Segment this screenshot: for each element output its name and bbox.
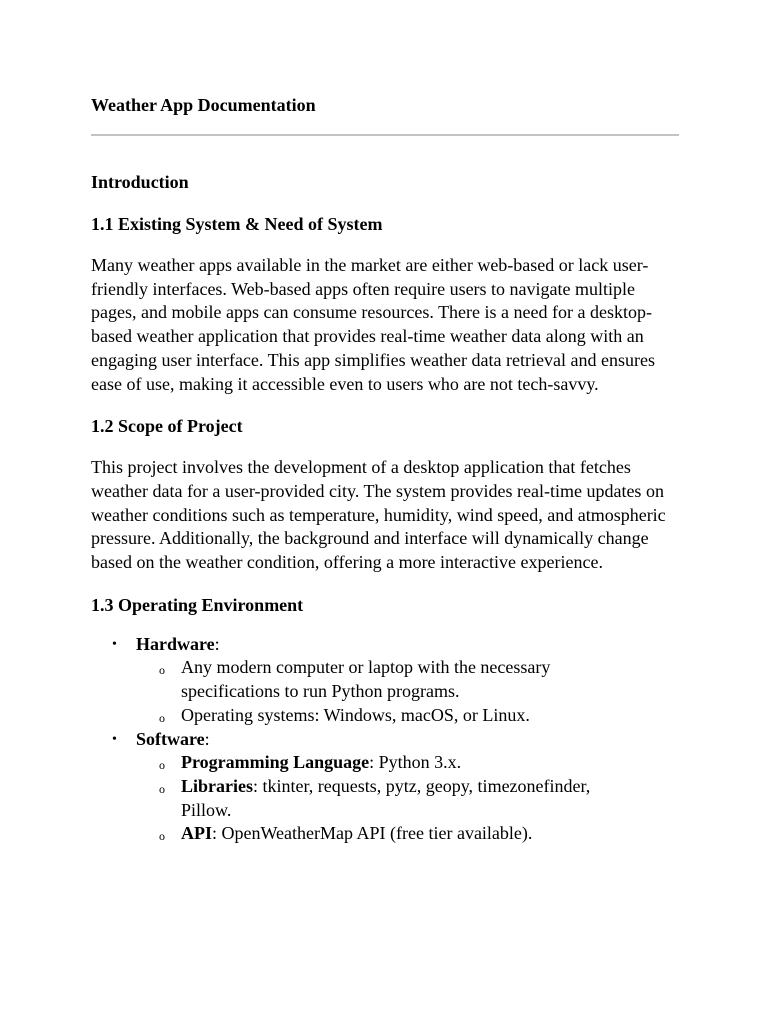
software-item-text: : tkinter, requests, pytz, geopy, timezonefinder, Pillow.	[181, 775, 591, 820]
hardware-label: Hardware	[136, 633, 215, 654]
software-item-label: Libraries	[181, 775, 253, 796]
sub-bullet-icon: o	[159, 758, 165, 773]
sub-bullet-icon: o	[159, 663, 165, 678]
hardware-list-item	[91, 633, 681, 728]
hardware-sublist-item	[136, 704, 641, 728]
sub-bullet-icon: o	[159, 829, 165, 844]
hardware-item-text: Operating systems: Windows, macOS, or Linux.	[181, 704, 530, 725]
hardware-label-colon: :	[214, 633, 220, 654]
section-1-3-heading: 1.3 Operating Environment	[91, 594, 304, 615]
section-1-1-paragraph: Many weather apps available in the market are either web-based or lack user-friendly interfaces. Web-based apps often require users to navigate multiple pages, and mobile apps can consume resources. There is a need for a desktop-based weather application that provides real-time weather data along with an engaging user interface. This app simplifies weather data retrieval and ensures ease of use, making it accessible even to users who are not tech-savvy.	[91, 255, 655, 394]
software-sublist-item	[136, 822, 641, 846]
software-sublist	[136, 751, 681, 846]
hardware-sublist	[136, 656, 681, 727]
document-title: Weather App Documentation	[91, 95, 316, 115]
software-item-text: : Python 3.x.	[369, 752, 462, 773]
section-1-2-heading: 1.2 Scope of Project	[91, 416, 243, 437]
section-1-1-heading: 1.1 Existing System & Need of System	[91, 214, 383, 234]
software-item-label: Programming Language	[181, 752, 370, 773]
introduction-heading: Introduction	[91, 172, 189, 192]
software-item-text: : OpenWeatherMap API (free tier available).	[212, 823, 533, 844]
section-1-2-paragraph: This project involves the development of a desktop application that fetches weather data for a user-provided city. The system provides real-time updates on weather conditions such as temperature, humidity, wind speed, and atmospheric pressure. Additionally, the background and interface will dynamically change based on the weather condition, offering a more interactive experience.	[91, 457, 666, 573]
software-list-item	[91, 728, 681, 847]
software-item-label: API	[181, 823, 212, 844]
software-label: Software	[136, 728, 205, 749]
sub-bullet-icon: o	[159, 781, 165, 796]
bullet-icon: •	[112, 731, 117, 747]
operating-environment-list	[91, 633, 681, 846]
hardware-sublist-item	[136, 656, 641, 703]
document-page	[91, 93, 681, 846]
sub-bullet-icon: o	[159, 710, 165, 725]
software-label-colon: :	[204, 728, 210, 749]
horizontal-divider	[91, 134, 679, 136]
software-sublist-item	[136, 775, 641, 822]
hardware-item-text: Any modern computer or laptop with the necessary specifications to run Python programs.	[181, 657, 551, 702]
software-sublist-item	[136, 751, 641, 775]
bullet-icon: •	[112, 636, 117, 652]
